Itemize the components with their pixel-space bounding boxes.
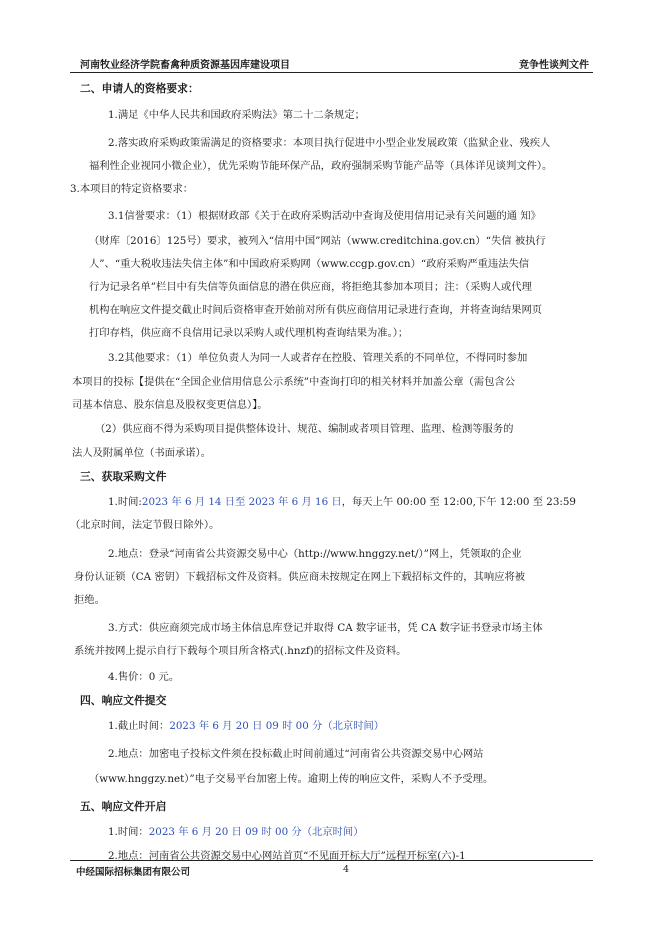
paragraph-line: 打印存档，供应商不良信用记录以采购人或代理机构查询结果为准。）； (89, 327, 409, 339)
paragraph-line: 法人及附属单位（书面承诺）。 (72, 447, 212, 459)
paragraph-line: 2.地点：登录“河南省公共资源交易中心（http://www.hnggzy.net/）”网上，凭领取的企业 (108, 548, 522, 560)
paragraph-line: 福利性企业视同小微企业），优先采购节能环保产品，政府强制采购节能产品等（具体详见谈判文件）。 (89, 160, 553, 172)
section-4-heading: 四、响应文件提交 (80, 694, 167, 707)
page-number: 4 (343, 864, 350, 875)
paragraph-line: （www.hnggzy.net）”电子交易平台加密上传。逾期上传的响应文件，采购人不予受理。 (89, 773, 494, 785)
paragraph-line: 3.1信誉要求：（1）根据财政部《关于在政府采购活动中查询及使用信用记录有关问题的通 知》 (108, 210, 541, 222)
paragraph-line: 4.售价：0 元。 (108, 671, 180, 683)
paragraph-line (108, 491, 597, 514)
paragraph-line: 1.满足《中华人民共和国政府采购法》第二十二条规定； (108, 109, 365, 121)
paragraph-line: 3.本项目的特定资格要求： (70, 183, 194, 195)
paragraph-line: 拒绝。 (74, 594, 105, 606)
paragraph-line (108, 715, 597, 738)
header-divider (70, 72, 593, 73)
time-label: 1.时间: (108, 496, 142, 508)
paragraph-line: 系统并按网上提示自行下载每个项目所含格式(.hnzf)的招标文件及资料。 (74, 645, 407, 657)
opening-time-label: 1.时间： (108, 826, 149, 838)
section-2-heading: 二、申请人的资格要求： (80, 82, 199, 95)
paragraph-line: 本项目的投标【提供在“全国企业信用信息公示系统”中查询打印的相关材料并加盖公章（需包含公 (72, 376, 515, 388)
paragraph-line: 2.地点：加密电子投标文件须在投标截止时间前通过“河南省公共资源交易中心网站 (108, 748, 484, 760)
paragraph-line: 行为记录名单”栏目中有失信等负面信息的潜在供应商，将拒绝其参加本项目；注：（采购人或代理 (89, 281, 532, 293)
section-5-heading: 五、响应文件开启 (80, 800, 167, 813)
opening-datetime: 2023 年 6 月 20 日 09 时 00 分（北京时间） (148, 826, 364, 838)
deadline-datetime: 2023 年 6 月 20 日 09 时 00 分（北京时间） (169, 720, 385, 732)
footer-divider (70, 860, 593, 861)
paragraph-line: 身份认证锁（CA 密钥）下载招标文件及资料。供应商未按规定在网上下载招标文件的，其响应将被 (74, 571, 526, 583)
paragraph-line: 2.地点：河南省公共资源交易中心网站首页“不见面开标大厅”远程开标室(六)-1 (108, 850, 466, 862)
time-detail: ，每天上午 00:00 至 12:00,下午 12:00 至 23:59 (341, 496, 576, 508)
paragraph-line: 司基本信息、股东信息及股权变更信息）】。 (72, 399, 268, 411)
paragraph-line: （北京时间，法定节假日除外）。 (70, 519, 220, 531)
paragraph-line: （2）供应商不得为采购项目提供整体设计、规范、编制或者项目管理、监理、检测等服务的 (95, 423, 514, 435)
page-header (70, 56, 593, 72)
paragraph-line: 3.方式：供应商须完成市场主体信息库登记并取得 CA 数字证书，凭 CA 数字证书登录市场主体 (108, 622, 543, 634)
paragraph-line: 人”、“重大税收违法失信主体”和中国政府采购网（www.ccgp.gov.cn）“政府采购严重违法失信 (89, 258, 530, 270)
paragraph-line: 3.2其他要求：（1）单位负责人为同一人或者存在控股、管理关系的不同单位，不得同时参加 (108, 352, 528, 364)
paragraph-line: 机构在响应文件提交截止时间后资格审查开始前对所有供应商信用记录进行查询，并将查询结果网页 (89, 304, 543, 316)
header-project-title: 河南牧业经济学院畜禽种质资源基因库建设项目 (80, 60, 290, 71)
section-3-heading: 三、获取采购文件 (80, 470, 167, 483)
deadline-label: 1.截止时间： (108, 720, 170, 732)
paragraph-line (108, 821, 597, 844)
header-document-type: 竞争性谈判文件 (519, 60, 589, 71)
date-range: 2023 年 6 月 14 日至 2023 年 6 月 16 日 (141, 496, 342, 508)
paragraph-line: 2.落实政府采购政策需满足的资格要求：本项目执行促进中小型企业发展政策（监狱企业、残疾人 (108, 137, 551, 149)
paragraph-line: （财库〔2016〕125号）要求，被列入“信用中国”网站（www.creditchina.gov.cn）“失信 被执行 (89, 235, 546, 247)
footer-company: 中经国际招标集团有限公司 (76, 867, 191, 878)
